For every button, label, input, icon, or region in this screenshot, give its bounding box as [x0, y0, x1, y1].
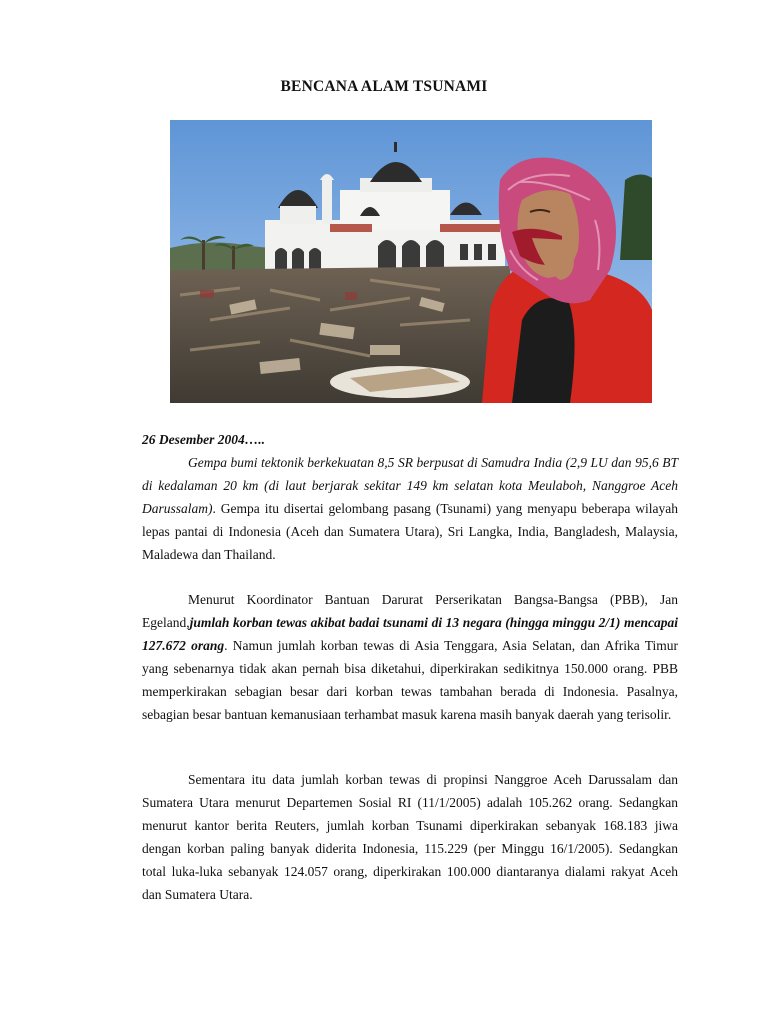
paragraph-2-lead: Menurut Koordinator Bantuan Darurat Perserikatan Bangsa-Bangsa (PBB), Jan Egeland,	[142, 592, 678, 630]
paragraph-2-rest: . Namun jumlah korban tewas di Asia Tenggara, Asia Selatan, dan Afrika Timur yang sebenarnya tidak akan pernah bisa diketahui, diperkirakan sedikitnya 150.000 orang. PBB memperkirakan sebagian besar dari korban tewas tambahan berada di Indonesia. Pasalnya, sebagian besar bantuan kemanusiaan terhambat masuk karena masih banyak daerah yang terisolir.	[142, 638, 678, 722]
date-line: 26 Desember 2004…..	[142, 432, 265, 447]
paragraph-3-text: Sementara itu data jumlah korban tewas di propinsi Nanggroe Aceh Darussalam dan Sumatera Utara menurut Departemen Sosial RI (11/1/2005) adalah 105.262 orang. Sedangkan menurut kantor berita Reuters, jumlah korban Tsunami diperkirakan sebanyak 168.183 jiwa dengan korban paling banyak diderita Indonesia, 115.229 (per Minggu 16/1/2005). Sedangkan total luka-luka sebanyak 124.057 orang, diperkirakan 100.000 diantaranya dialami rakyat Aceh dan Sumatera Utara.	[142, 772, 678, 902]
paragraph-2	[142, 588, 678, 726]
paragraph-1-rest: . Gempa itu disertai gelombang pasang (Tsunami) yang menyapu beberapa wilayah lepas pantai di Indonesia (Aceh dan Sumatera Utara), Sri Langka, India, Bangladesh, Malaysia, Maladewa dan Thailand.	[142, 501, 678, 562]
tsunami-photo	[170, 120, 652, 403]
paragraph-1	[142, 451, 678, 566]
document-title: BENCANA ALAM TSUNAMI	[280, 78, 488, 95]
paragraph-3	[142, 768, 678, 906]
paragraph-2-emphasis: jumlah korban tewas akibat badai tsunami di 13 negara (hingga minggu 2/1) mencapai 127.672 orang	[142, 615, 678, 653]
paragraph-1-italic: Gempa bumi tektonik berkekuatan 8,5 SR berpusat di Samudra India (2,9 LU dan 95,6 BT di kedalaman 20 km (di laut berjarak sekitar 149 km selatan kota Meulaboh, Nanggroe Aceh Darussalam)	[142, 455, 678, 516]
